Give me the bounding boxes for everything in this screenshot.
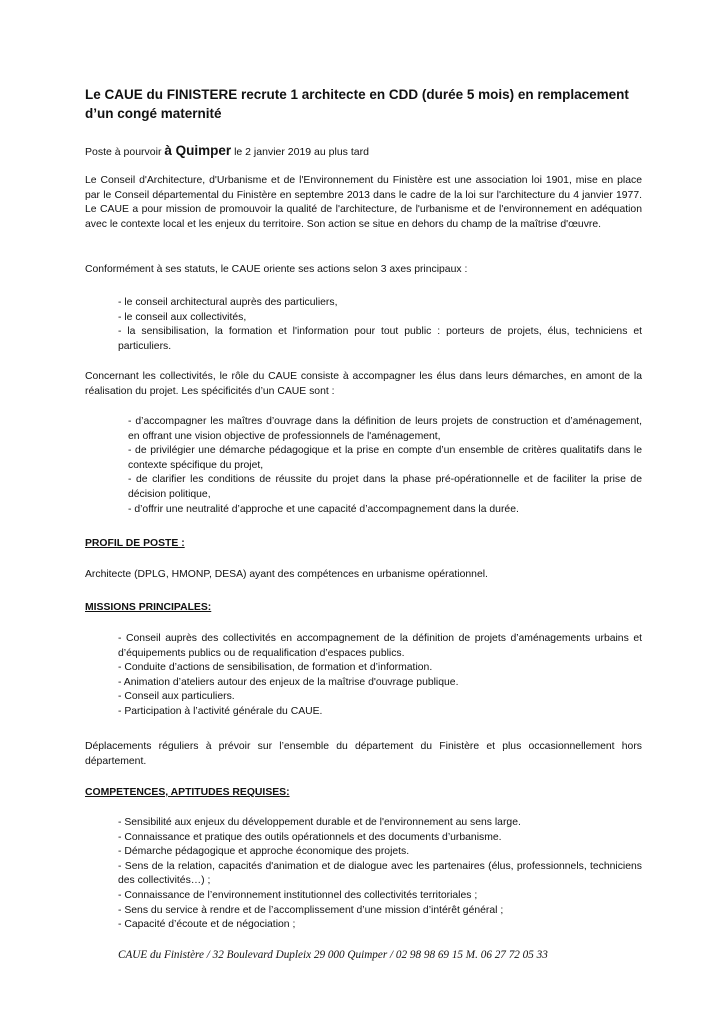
footer-contact: CAUE du Finistère / 32 Boulevard Dupleix 29 000 Quimper / 02 98 98 69 15 M. 06 27 72 05 33 xyxy=(118,949,548,961)
post-city: à Quimper xyxy=(164,143,232,158)
post-line xyxy=(85,144,645,159)
list-item: - Participation à l’activité générale du CAUE. xyxy=(118,705,323,717)
intro-paragraph: Le Conseil d'Architecture, d'Urbanisme et de l'Environnement du Finistère est une association loi 1901, mise en place par le Conseil départemental du Finistère en septembre 2013 dans le cadre de la loi sur l'architecture du 4 janvier 1977. Le CAUE a pour mission de promouvoir la qualité de l'architecture, de l'urbanisme et de l'environnement en adéquation avec le contexte local et les enjeux du territoire. Son action se situe en dehors du champ de la maîtrise d'œuvre. xyxy=(85,175,642,230)
list-item: - Sens de la relation, capacités d'animation et de dialogue avec les partenaires (élus, professionnels, techniciens des collectivités…) ; xyxy=(118,860,642,887)
list-item: - Connaissance de l’environnement institutionnel des collectivités territoriales ; xyxy=(118,889,478,901)
list-item: - Sens du service à rendre et de l’accomplissement d’une mission d’intérêt général ; xyxy=(118,904,504,916)
list-item: - le conseil aux collectivités, xyxy=(118,311,247,323)
post-prefix: Poste à pourvoir xyxy=(85,146,165,158)
specificites-list xyxy=(128,415,642,517)
profil-text: Architecte (DPLG, HMONP, DESA) ayant des compétences en urbanisme opérationnel. xyxy=(85,569,488,580)
list-item: - d’accompagner les maîtres d’ouvrage dans la définition de leurs projets de construction et d’aménagement, en offrant une vision objective de professionnels de l'aménagement, xyxy=(128,416,642,442)
list-item: - Connaissance et pratique des outils opérationnels et des documents d’urbanisme. xyxy=(118,831,502,843)
collectivites-intro: Concernant les collectivités, le rôle du CAUE consiste à accompagner les élus dans leurs démarches, en amont de la réalisation du projet. Les spécificités d’un CAUE sont : xyxy=(85,371,642,397)
list-item: - de clarifier les conditions de réussite du projet dans la phase pré-opérationnelle et de faciliter la prise de décision politique, xyxy=(128,474,642,500)
list-item: - la sensibilisation, la formation et l'information pour tout public : porteurs de projets, élus, techniciens et particuliers. xyxy=(118,326,642,352)
axes-intro: Conformément à ses statuts, le CAUE oriente ses actions selon 3 axes principaux : xyxy=(85,264,468,275)
missions-heading: MISSIONS PRINCIPALES: xyxy=(85,602,212,613)
list-item: - Conseil auprès des collectivités en accompagnement de la définition de projets d’aménagements urbains et d’équipements publics ou de requalification d’espaces publics. xyxy=(118,633,642,659)
list-item: - le conseil architectural auprès des particuliers, xyxy=(118,297,338,308)
list-item: - d’offrir une neutralité d’approche et une capacité d’accompagnement dans la durée. xyxy=(128,503,519,515)
deplacements-paragraph: Déplacements réguliers à prévoir sur l’ensemble du département du Finistère et plus occasionnellement hors département. xyxy=(85,741,642,767)
post-suffix: le 2 janvier 2019 au plus tard xyxy=(231,146,369,158)
list-item: - Démarche pédagogique et approche économique des projets. xyxy=(118,846,410,858)
list-item: - Sensibilité aux enjeux du développement durable et de l'environnement au sens large. xyxy=(118,817,521,828)
list-item: - Conseil aux particuliers. xyxy=(118,691,235,703)
missions-list xyxy=(118,632,642,720)
list-item: - Capacité d’écoute et de négociation ; xyxy=(118,919,296,931)
list-item: - de privilégier une démarche pédagogique et la prise en compte d’un ensemble de critères qualitatifs dans le contexte spécifique du projet, xyxy=(128,445,642,471)
list-item: - Animation d’ateliers autour des enjeux de la maîtrise d'ouvrage publique. xyxy=(118,676,459,688)
competences-heading: COMPETENCES, APTITUDES REQUISES: xyxy=(85,787,290,798)
axes-list xyxy=(118,296,642,354)
profil-heading: PROFIL DE POSTE : xyxy=(85,538,185,549)
document-title: Le CAUE du FINISTERE recrute 1 architecte en CDD (durée 5 mois) en remplacement d’un congé maternité xyxy=(85,87,629,121)
competences-list xyxy=(118,816,642,933)
list-item: - Conduite d’actions de sensibilisation, de formation et d’information. xyxy=(118,662,433,674)
